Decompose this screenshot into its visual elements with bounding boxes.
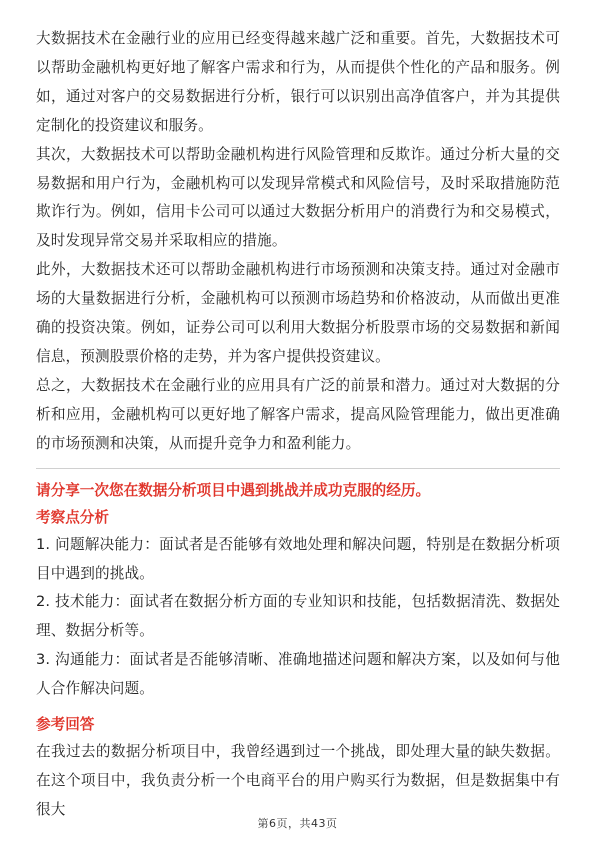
document-body <box>36 25 560 825</box>
page-footer: 第6页，共43页 <box>257 817 338 830</box>
analysis-point-2: 2. 技术能力：面试者在数据分析方面的专业知识和技能，包括数据清洗、数据处理、数据分析等。 <box>36 593 560 640</box>
intro-paragraph-3: 此外，大数据技术还可以帮助金融机构进行市场预测和决策支持。通过对金融市场的大量数据进行分析，金融机构可以预测市场趋势和价格波动，从而做出更准确的投资决策。例如，证券公司可以利用大数据分析股票市场的交易数据和新闻信息，预测股票价格的走势，并为客户提供投资建议。 <box>36 261 560 365</box>
interview-question: 请分享一次您在数据分析项目中遇到挑战并成功克服的经历。 <box>36 481 431 499</box>
analysis-heading: 考察点分析 <box>36 508 109 526</box>
intro-paragraph-4: 总之，大数据技术在金融行业的应用具有广泛的前景和潜力。通过对大数据的分析和应用，金融机构可以更好地了解客户需求，提高风险管理能力，做出更准确的市场预测和决策，从而提升竞争力和盈利能力。 <box>36 376 560 452</box>
reference-answer-heading: 参考回答 <box>36 716 95 734</box>
section-divider <box>36 468 560 469</box>
intro-paragraph-2: 其次，大数据技术可以帮助金融机构进行风险管理和反欺诈。通过分析大量的交易数据和用户行为，金融机构可以发现异常模式和风险信号，及时采取措施防范欺诈行为。例如，信用卡公司可以通过大数据分析用户的消费行为和交易模式，及时发现异常交易并采取相应的措施。 <box>36 145 560 250</box>
analysis-point-1: 1. 问题解决能力：面试者是否能够有效地处理和解决问题，特别是在数据分析项目中遇到的挑战。 <box>36 535 560 582</box>
intro-paragraph-1: 大数据技术在金融行业的应用已经变得越来越广泛和重要。首先，大数据技术可以帮助金融机构更好地了解客户需求和行为，从而提供个性化的产品和服务。例如，通过对客户的交易数据进行分析，银行可以识别出高净值客户，并为其提供定制化的投资建议和服务。 <box>36 30 560 134</box>
reference-answer-text: 在我过去的数据分析项目中，我曾经遇到过一个挑战，即处理大量的缺失数据。在这个项目中，我负责分析一个电商平台的用户购买行为数据，但是数据集中有很大 <box>36 743 560 818</box>
analysis-point-3: 3. 沟通能力：面试者是否能够清晰、准确地描述问题和解决方案，以及如何与他人合作解决问题。 <box>36 651 560 698</box>
